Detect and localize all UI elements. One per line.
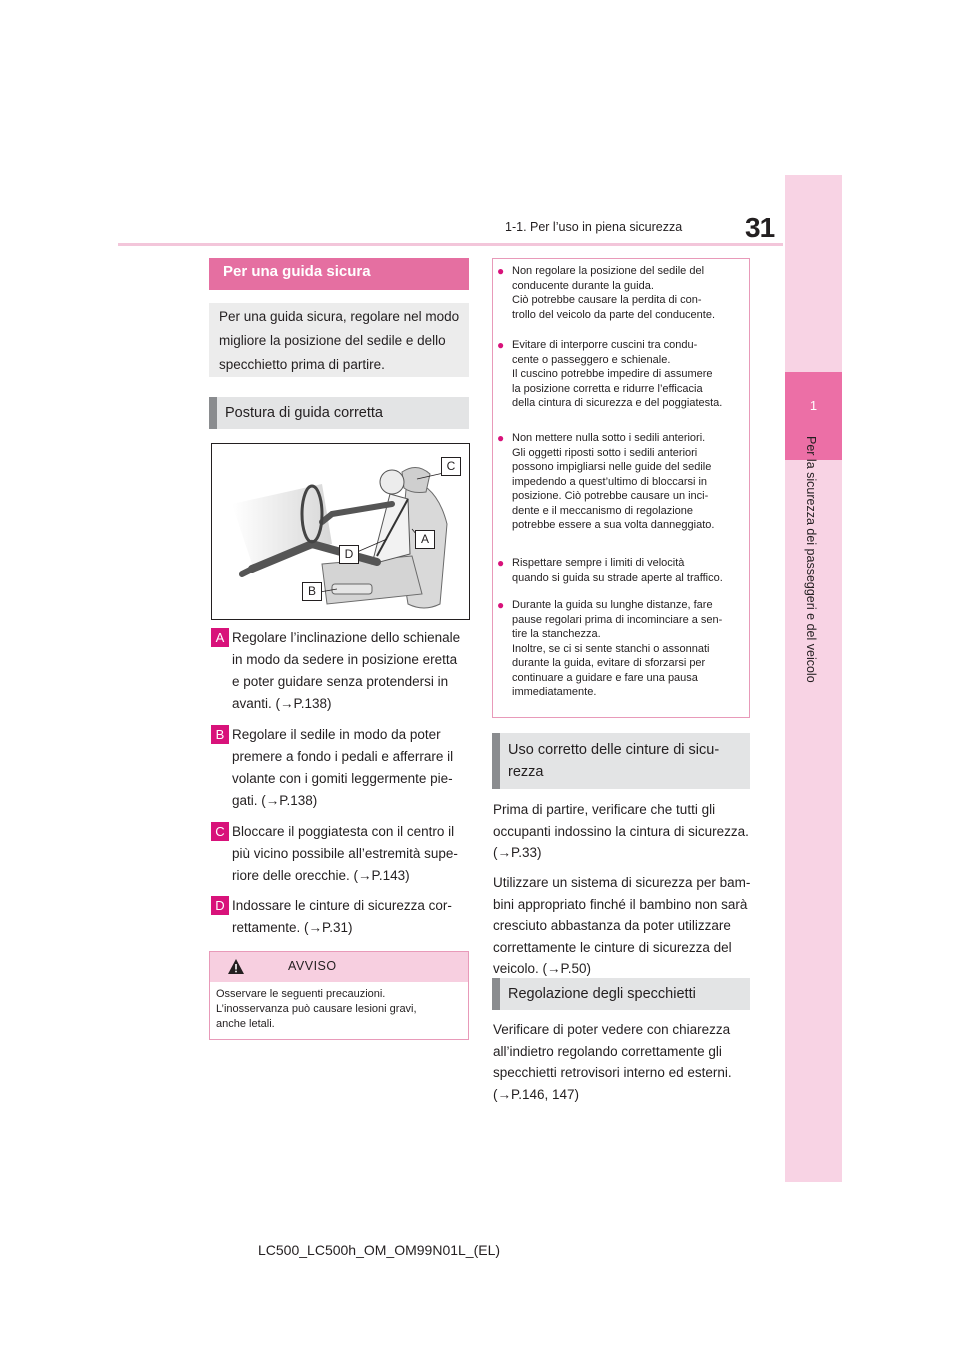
step-letter: C [211, 822, 229, 841]
step-line: in modo da sedere in posizione eretta [232, 652, 458, 667]
bullet-dot-icon: ● [497, 556, 505, 570]
caution-line: Inoltre, se ci si sente stanchi o assonnati [512, 642, 710, 655]
step-line: premere a fondo i pedali e afferrare il [232, 749, 454, 764]
caution-item [497, 264, 715, 322]
belt-paragraph-1 [493, 799, 755, 864]
step-line: rettamente. (→P.31) [232, 920, 353, 935]
paragraph-line: Utilizzare un sistema di sicurezza per bam- [493, 875, 751, 890]
caution-line: della cintura di sicurezza e del poggiatesta. [512, 397, 723, 409]
caution-line: quando si guida su strade aperte al traffico. [512, 571, 723, 584]
callout-b: B [302, 582, 322, 601]
paragraph-line: bini appropriato finché il bambino non sarà [493, 896, 748, 912]
caution-line: dente e il meccanismo di regolazione [512, 504, 693, 517]
paragraph-line: Prima di partire, verificare che tutti gli [493, 802, 716, 817]
caution-line: possono impigliarsi nelle guide del sedile [512, 461, 712, 473]
caution-item [497, 431, 714, 533]
posture-heading: Postura di guida corretta [209, 397, 469, 429]
document-code: LC500_LC500h_OM_OM99N01L_(EL) [258, 1242, 501, 1258]
step-line: Bloccare il poggiatesta con il centro il [232, 824, 455, 839]
paragraph-line: (→P.33) [493, 845, 542, 860]
step-line: volante con i gomiti leggermente pie- [232, 771, 453, 786]
section-title: 1-1. Per l’uso in piena sicurezza [505, 220, 683, 234]
step-line: riore delle orecchie. (→P.143) [232, 868, 410, 883]
step-line: gati. (→P.138) [232, 793, 318, 808]
step-text [232, 627, 482, 715]
bullet-dot-icon: ● [497, 598, 505, 612]
driving-posture-illustration [211, 443, 470, 620]
caution-line: immediatamente. [512, 686, 597, 698]
paragraph-line: correttamente le cinture di sicurezza del [493, 939, 732, 955]
mirror-heading: Regolazione degli specchietti [492, 978, 750, 1010]
warning-box [209, 951, 469, 1040]
step-line: e poter guidare senza protendersi in [232, 674, 449, 689]
caution-line: Ciò potrebbe causare la perdita di con- [512, 294, 702, 306]
caution-line: Non regolare la posizione del sedile del [512, 265, 705, 277]
step-line: Regolare il sedile in modo da poter [232, 727, 441, 742]
chapter-label: Per la sicurezza dei passeggeri e del veicolo [804, 436, 818, 683]
warning-line: anche letali. [216, 1018, 275, 1030]
chapter-number: 1 [809, 398, 818, 413]
bullet-dot-icon: ● [497, 338, 505, 352]
step-text [232, 821, 482, 887]
step-letter: D [211, 896, 229, 915]
belt-heading [492, 733, 750, 789]
caution-line: Il cuscino potrebbe impedire di assumere [512, 368, 713, 380]
step-line: più vicino possibile all’estremità supe- [232, 846, 458, 861]
caution-line: cente o passeggero e schienale. [512, 353, 671, 366]
step-letter: A [211, 628, 229, 647]
step-text [232, 724, 482, 812]
caution-line: impedendo a quest’ultimo di bloccarsi in [512, 475, 708, 488]
paragraph-line: (→P.146, 147) [493, 1086, 580, 1102]
mirror-paragraph [493, 1019, 755, 1105]
warning-triangle-icon [227, 958, 245, 975]
caution-box [492, 258, 750, 718]
step-text [232, 895, 482, 939]
bullet-dot-icon: ● [497, 264, 505, 278]
caution-line: Gli oggetti riposti sotto i sedili anteriori [512, 446, 698, 459]
paragraph-line: occupanti indossino la cintura di sicurezza. [493, 823, 749, 839]
caution-item [497, 598, 722, 700]
caution-line: Rispettare sempre i limiti di velocità [512, 557, 685, 569]
belt-heading-line: Uso corretto delle cinture di sicu- [508, 742, 720, 758]
warning-header [210, 952, 468, 982]
step-line: Indossare le cinture di sicurezza cor- [232, 898, 452, 913]
caution-line: Evitare di interporre cuscini tra condu- [512, 339, 698, 351]
header-rule [118, 243, 783, 246]
caution-line: Non mettere nulla sotto i sedili anteriori. [512, 432, 706, 444]
paragraph-line: specchietti retrovisori interno ed esterni. [493, 1065, 732, 1080]
caution-item [497, 556, 723, 585]
paragraph-line: all’indietro regolando correttamente gli [493, 1043, 722, 1059]
caution-line: tire la stanchezza. [512, 628, 601, 640]
caution-line: durante la guida, evitare di sforzarsi per [512, 657, 706, 669]
caution-line: conducente durante la guida. [512, 279, 654, 292]
caution-line: la posizione corretta e ridurre l’efficacia [512, 382, 703, 395]
belt-heading-line: rezza [508, 764, 544, 780]
step-letter: B [211, 725, 229, 744]
belt-paragraph-2 [493, 872, 755, 980]
page-number: 31 [745, 212, 775, 243]
caution-line: Durante la guida su lunghe distanze, fare [512, 599, 713, 611]
caution-line: continuare a guidare e fare una pausa [512, 671, 698, 684]
caution-line: trollo del veicolo da parte del conducente. [512, 308, 716, 321]
paragraph-line: veicolo. (→P.50) [493, 961, 592, 976]
warning-line: L’inosservanza può causare lesioni gravi, [216, 1003, 417, 1015]
warning-title: AVVISO [288, 959, 337, 973]
intro-box: Per una guida sicura, regolare nel modo migliore la posizione del sedile e dello specchietto prima di partire. [209, 303, 469, 377]
caution-line: pause regolari prima di incominciare a sen- [512, 613, 723, 626]
caution-line: potrebbe essere a sua volta danneggiato. [512, 519, 715, 531]
paragraph-line: cresciuto abbastanza da poter utilizzare [493, 918, 731, 933]
callout-d: D [339, 545, 359, 564]
warning-line: Osservare le seguenti precauzioni. [216, 988, 386, 1000]
paragraph-line: Verificare di poter vedere con chiarezza [493, 1022, 731, 1037]
warning-text [216, 987, 417, 1032]
caution-line: posizione. Ciò potrebbe causare un inci- [512, 490, 709, 502]
step-line: Regolare l’inclinazione dello schienale [232, 630, 461, 645]
callout-c: C [441, 457, 461, 476]
bullet-dot-icon: ● [497, 431, 505, 445]
caution-item [497, 338, 722, 411]
main-heading: Per una guida sicura [209, 258, 469, 290]
step-line: avanti. (→P.138) [232, 696, 332, 711]
callout-a: A [415, 530, 435, 549]
